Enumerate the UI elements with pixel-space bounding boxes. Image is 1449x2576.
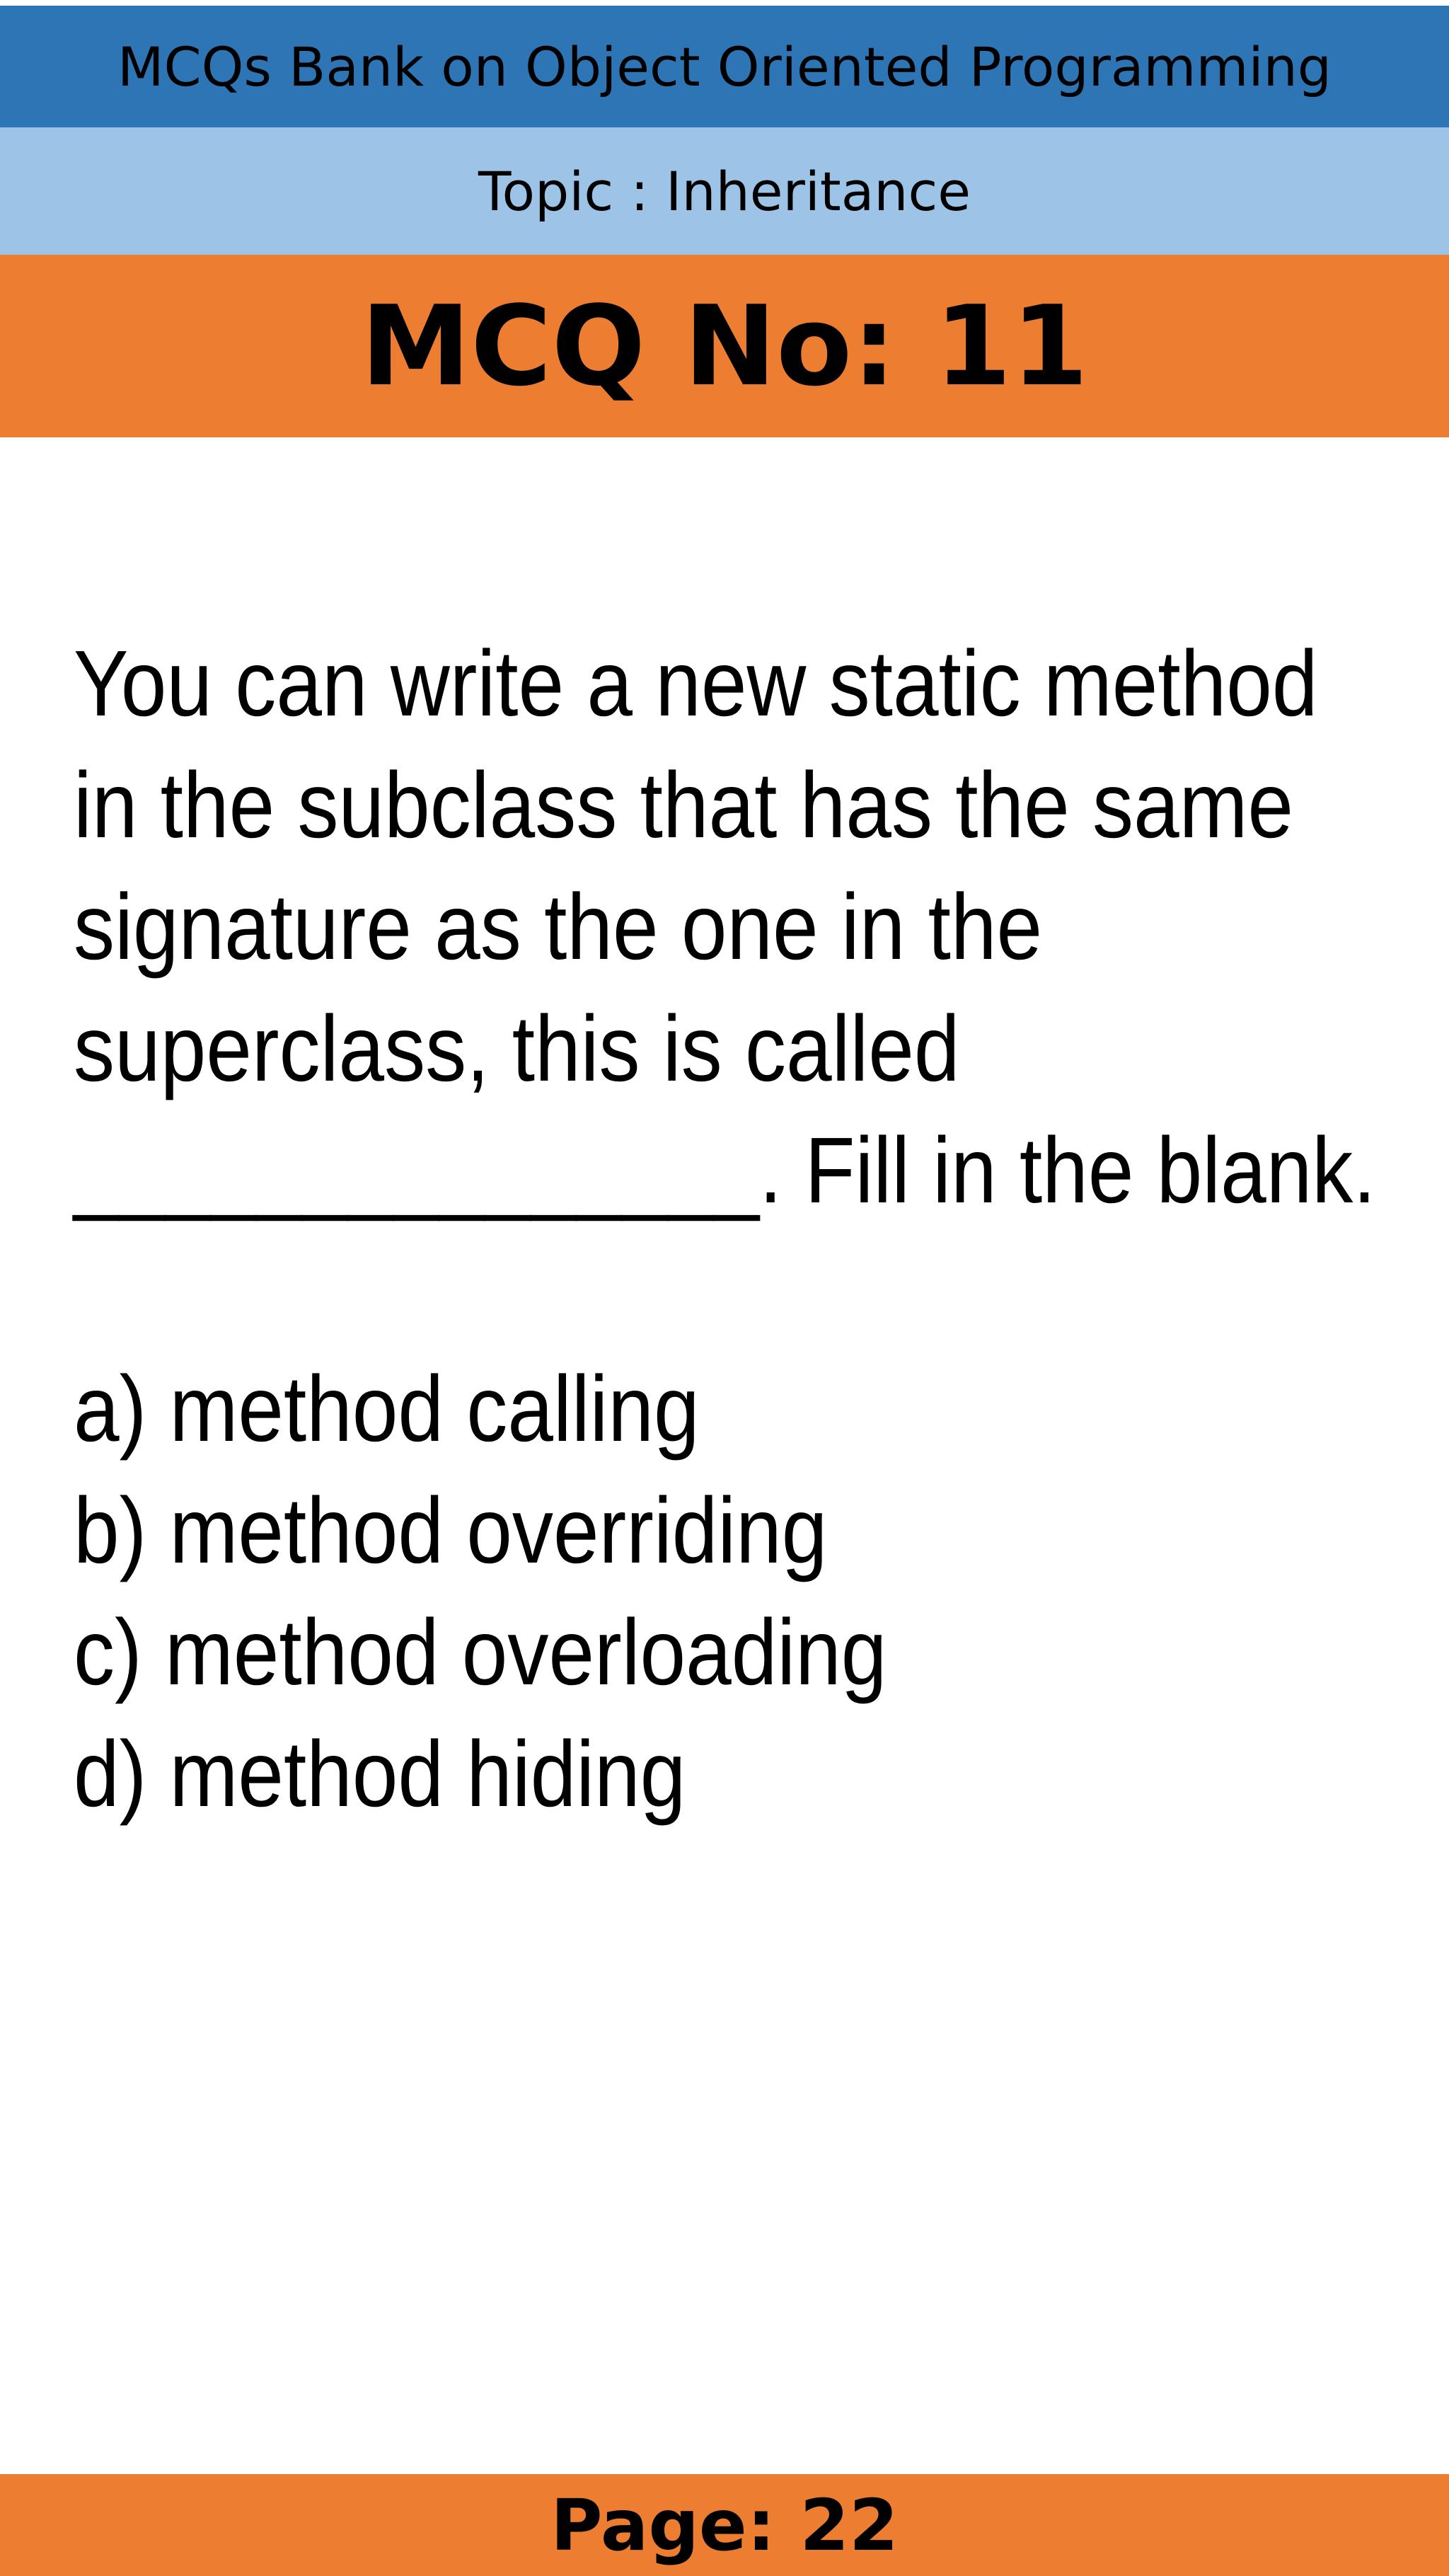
top-edge: [0, 0, 1449, 6]
mcq-number: MCQ No: 11: [360, 282, 1089, 410]
question-line: signature as the one in the: [74, 875, 1043, 979]
question-line: _______________. Fill in the blank.: [74, 1118, 1376, 1222]
page-title: MCQs Bank on Object Oriented Programming: [117, 35, 1332, 98]
option-c: c) method overloading: [74, 1600, 887, 1704]
topic-bar: [0, 127, 1449, 255]
option-d: d) method hiding: [74, 1722, 686, 1826]
question-line: superclass, this is called: [74, 996, 960, 1100]
footer-bar: [0, 2474, 1449, 2576]
topic-label: Topic : Inheritance: [478, 159, 971, 223]
page-number: Page: 22: [550, 2483, 899, 2567]
question-line: You can write a new static method: [74, 631, 1318, 735]
question-text: [74, 623, 1376, 1231]
option-b: b) method overriding: [74, 1478, 828, 1582]
answer-options: [74, 1348, 1238, 1835]
option-a: a) method calling: [74, 1357, 700, 1461]
question-line: in the subclass that has the same: [74, 753, 1294, 857]
title-bar: [0, 6, 1449, 127]
mcq-number-bar: [0, 255, 1449, 437]
